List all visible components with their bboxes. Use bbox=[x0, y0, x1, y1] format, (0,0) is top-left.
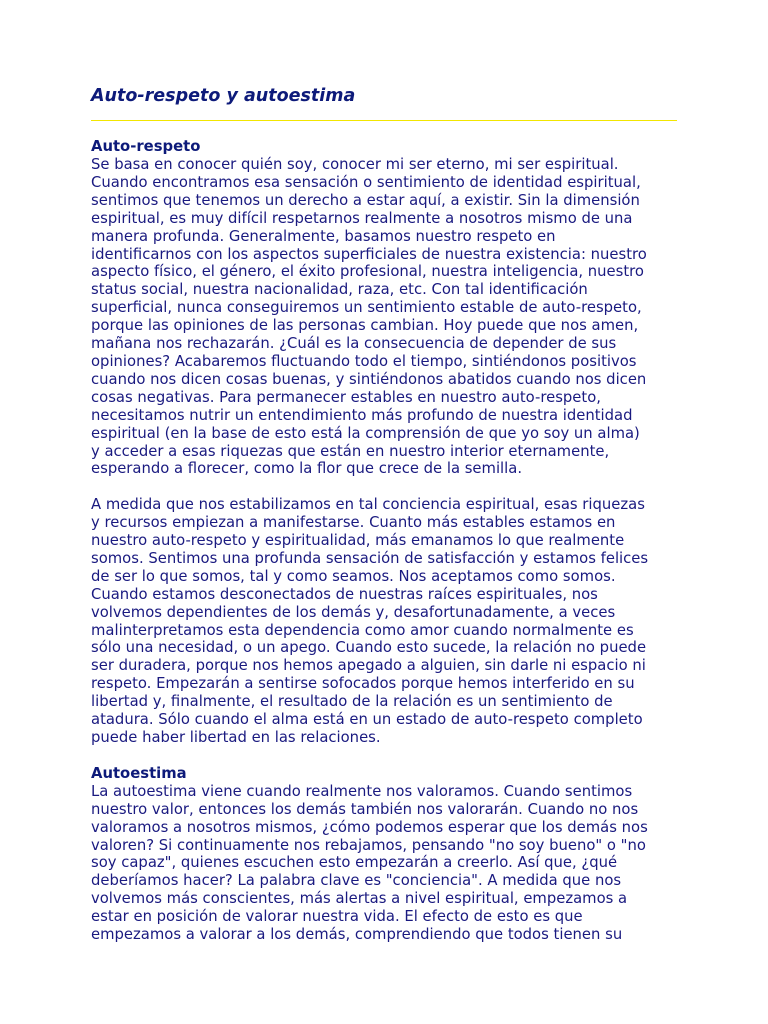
paragraph bbox=[91, 156, 683, 478]
paragraph-gap bbox=[91, 747, 683, 765]
text-line: Cuando encontramos esa sensación o sentimiento de identidad espiritual, bbox=[91, 173, 641, 191]
text-line: libertad y, finalmente, el resultado de la relación es un sentimiento de bbox=[91, 693, 613, 711]
text-line: empezamos a valorar a los demás, comprendiendo que todos tienen su bbox=[91, 926, 623, 944]
paragraph bbox=[91, 496, 683, 747]
text-line: y acceder a esas riquezas que están en nuestro interior eternamente, bbox=[91, 442, 610, 460]
text-line: cosas negativas. Para permanecer estables en nuestro auto-respeto, bbox=[91, 388, 601, 406]
text-line: mañana nos rechazarán. ¿Cuál es la consecuencia de depender de sus bbox=[91, 335, 617, 353]
text-line: Cuando estamos desconectados de nuestras raíces espirituales, nos bbox=[91, 585, 598, 603]
text-line: somos. Sentimos una profunda sensación de satisfacción y estamos felices bbox=[91, 549, 649, 567]
text-line: opiniones? Acabaremos fluctuando todo el tiempo, sintiéndonos positivos bbox=[91, 352, 637, 370]
text-line: sentimos que tenemos un derecho a estar aquí, a existir. Sin la dimensión bbox=[91, 191, 640, 209]
section-heading: Autoestima bbox=[91, 764, 187, 782]
text-line: cuando nos dicen cosas buenas, y sintiéndonos abatidos cuando nos dicen bbox=[91, 370, 647, 388]
text-line: identificarnos con los aspectos superficiales de nuestra existencia: nuestro bbox=[91, 245, 647, 263]
text-line: La autoestima viene cuando realmente nos valoramos. Cuando sentimos bbox=[91, 782, 633, 800]
text-line: respeto. Empezarán a sentirse sofocados porque hemos interferido en su bbox=[91, 675, 635, 693]
text-line: Se basa en conocer quién soy, conocer mi ser eterno, mi ser espiritual. bbox=[91, 156, 619, 173]
text-line: ser duradera, porque nos hemos apegado a alguien, sin darle ni espacio ni bbox=[91, 657, 646, 675]
text-line: superficial, nunca conseguiremos un sentimiento estable de auto-respeto, bbox=[91, 299, 642, 317]
text-line: necesitamos nutrir un entendimiento más profundo de nuestra identidad bbox=[91, 406, 633, 424]
text-line: nuestro valor, entonces los demás también nos valorarán. Cuando no nos bbox=[91, 800, 639, 818]
text-line: esperando a florecer, como la flor que crece de la semilla. bbox=[91, 460, 523, 478]
text-line: deberíamos hacer? La palabra clave es "conciencia". A medida que nos bbox=[91, 872, 622, 890]
text-line: espiritual (en la base de esto está la comprensión de que yo soy un alma) bbox=[91, 424, 640, 442]
text-line: aspecto físico, el género, el éxito profesional, nuestra inteligencia, nuestro bbox=[91, 263, 644, 281]
text-line: soy capaz", quienes escuchen esto empezarán a creerlo. Así que, ¿qué bbox=[91, 854, 618, 872]
text-line: manera profunda. Generalmente, basamos nuestro respeto en bbox=[91, 227, 556, 245]
section-auto-respeto bbox=[91, 138, 683, 765]
text-line: volvemos más conscientes, más alertas a nivel espiritual, empezamos a bbox=[91, 890, 628, 908]
text-line: sólo una necesidad, o un apego. Cuando esto sucede, la relación no puede bbox=[91, 639, 647, 657]
text-line: espiritual, es muy difícil respetarnos realmente a nosotros mismo de una bbox=[91, 209, 633, 227]
text-line: valoren? Si continuamente nos rebajamos, pensando "no soy bueno" o "no bbox=[91, 836, 646, 854]
text-line: valoramos a nosotros mismos, ¿cómo podemos esperar que los demás nos bbox=[91, 818, 648, 836]
title-divider bbox=[91, 120, 677, 121]
text-line: volvemos dependientes de los demás y, desafortunadamente, a veces bbox=[91, 603, 616, 621]
text-line: atadura. Sólo cuando el alma está en un estado de auto-respeto completo bbox=[91, 711, 643, 729]
paragraph-gap bbox=[91, 478, 683, 496]
section-autoestima bbox=[91, 765, 683, 944]
text-line: A medida que nos estabilizamos en tal conciencia espiritual, esas riquezas bbox=[91, 496, 645, 514]
text-line: y recursos empiezan a manifestarse. Cuanto más estables estamos en bbox=[91, 514, 616, 532]
text-line: status social, nuestra nacionalidad, raza, etc. Con tal identificación bbox=[91, 281, 588, 299]
text-line: estar en posición de valorar nuestra vida. El efecto de esto es que bbox=[91, 908, 583, 926]
paragraph bbox=[91, 783, 683, 944]
text-line: nuestro auto-respeto y espiritualidad, más emanamos lo que realmente bbox=[91, 532, 625, 550]
text-line: malinterpretamos esta dependencia como amor cuando normalmente es bbox=[91, 621, 634, 639]
document-title: Auto-respeto y autoestima bbox=[91, 86, 356, 106]
text-line: porque las opiniones de las personas cambian. Hoy puede que nos amen, bbox=[91, 317, 639, 335]
document-page bbox=[91, 84, 683, 944]
section-heading: Auto-respeto bbox=[91, 138, 201, 155]
text-line: de ser lo que somos, tal y como seamos. Nos aceptamos como somos. bbox=[91, 567, 616, 585]
text-line: puede haber libertad en las relaciones. bbox=[91, 728, 381, 746]
